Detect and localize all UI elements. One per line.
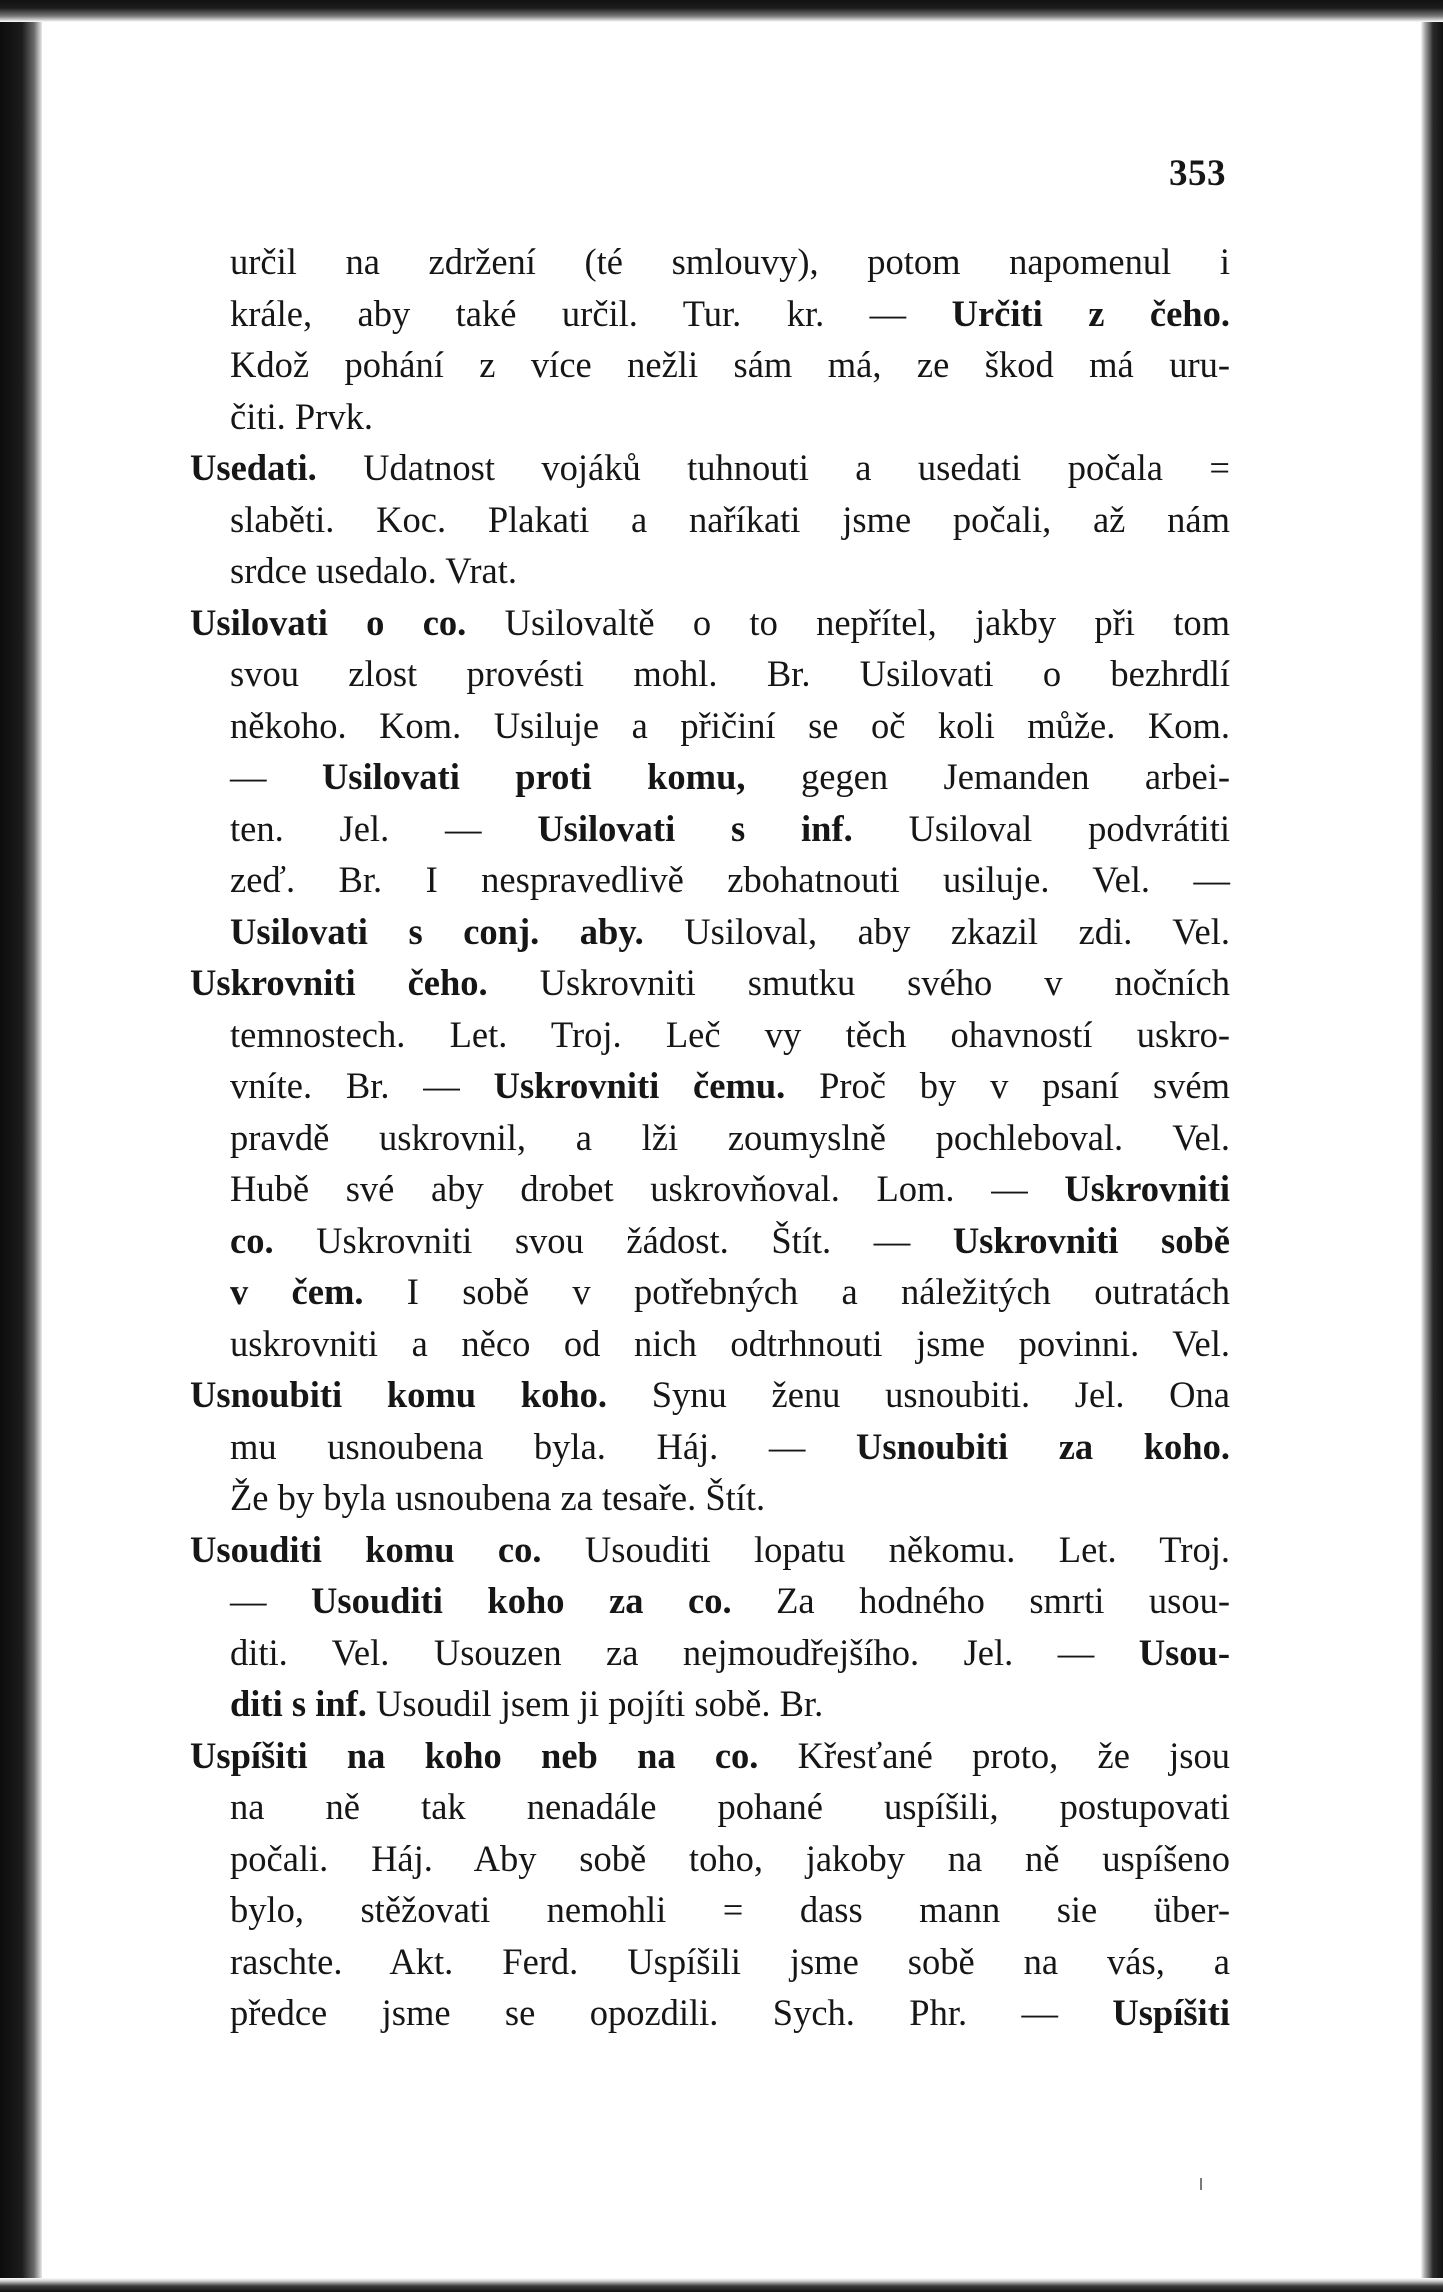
headword: diti s inf. [230,1683,367,1724]
text-line [190,1266,1230,1318]
text-line [190,1421,1230,1473]
text-line [190,1575,1230,1627]
text-line [190,700,1230,752]
text-line [190,906,1230,958]
text-run: diti. Vel. Usouzen za nejmoudřejšího. Jel. — [230,1631,1139,1673]
text-line [190,957,1230,1009]
text-line [190,648,1230,700]
text-line [190,339,1230,391]
headword: Uskrovniti [1064,1168,1230,1209]
text-line [190,751,1230,803]
text-line [190,236,1230,288]
headword: Usilovati o co. [190,601,467,643]
headword: co. [230,1219,274,1261]
text-run: Uskrovniti svou žádost. Štít. — [273,1219,953,1261]
text-line [190,803,1230,855]
text-run: slaběti. Koc. Plakati a naříkati jsme počali, až nám [230,498,1230,540]
text-line [190,1009,1230,1061]
text-line [190,1163,1230,1215]
text-run: Usilovaltě o to nepřítel, jakby při tom [466,601,1230,643]
text-line [190,1472,1230,1524]
text-line [190,1730,1230,1782]
headword: v čem. [230,1271,364,1312]
text-run: temnostech. Let. Troj. Leč vy těch ohavností uskro- [230,1013,1230,1055]
scan-right-edge [1421,0,1443,2292]
text-run: Synu ženu usnoubiti. Jel. Ona [607,1374,1230,1415]
text-run: Usoudil jsem ji pojíti sobě. Br. [366,1683,824,1724]
text-line [190,1060,1230,1112]
text-line [190,288,1230,340]
headword: Usnoubiti za koho. [855,1425,1230,1467]
text-line [190,1987,1230,2039]
text-run: Usiloval, aby zkazil zdi. Vel. [643,910,1230,952]
headword: Usilovati proti komu, [321,756,746,797]
headword: Usouditi koho za co. [311,1580,732,1621]
text-run: Hubě své aby drobet uskrovňoval. Lom. — [230,1168,1065,1209]
text-run: — [230,756,322,797]
text-run: vníte. Br. — [230,1065,494,1106]
text-run: Kdož pohání z více nežli sám má, ze škod má uru- [230,344,1230,385]
text-line [190,1318,1230,1370]
headword: Uskrovniti sobě [952,1219,1230,1261]
text-run: srdce usedalo. Vrat. [230,550,518,591]
text-run: počali. Háj. Aby sobě toho, jakoby na ně uspíšeno [230,1837,1230,1879]
headword: Usilovati s inf. [537,807,853,849]
text-run: ten. Jel. — [230,807,538,849]
text-run: předce jsme se opozdili. Sych. Phr. — [230,1992,1113,2033]
text-run: I sobě v potřebných a náležitých outratách [363,1271,1231,1312]
text-run: Udatnost vojáků tuhnouti a usedati počala = [316,447,1230,488]
headword: Určiti z čeho. [951,292,1230,334]
text-run: krále, aby také určil. Tur. kr. — [230,292,952,334]
scan-left-edge [0,0,42,2292]
text-run: Usouditi lopatu někomu. Let. Troj. [541,1528,1230,1570]
text-line [190,1833,1230,1885]
text-line [190,1369,1230,1421]
text-run: uskrovniti a něco od nich odtrhnouti jsme povinni. Vel. [230,1322,1230,1364]
text-run: Za hodného smrti usou- [731,1580,1231,1621]
headword: Usilovati s conj. aby. [230,910,644,952]
text-run: mu usnoubena byla. Háj. — [230,1425,856,1467]
headword: Usou- [1138,1631,1230,1673]
headword: Uskrovniti čemu. [493,1065,786,1106]
text-line [190,545,1230,597]
text-line [190,1627,1230,1679]
text-run: Křesťané proto, že jsou [758,1734,1230,1776]
text-run: — [230,1580,312,1621]
dictionary-text [190,236,1230,2039]
headword: Uspíšiti [1112,1992,1230,2033]
text-run: raschte. Akt. Ferd. Uspíšili jsme sobě na vás, a [230,1940,1230,1982]
text-line [190,494,1230,546]
text-run: zeď. Br. I nespravedlivě zbohatnouti usiluje. Vel. — [230,859,1230,900]
text-run: určil na zdržení (té smlouvy), potom napomenul i [230,241,1230,282]
text-line [190,1936,1230,1988]
text-run: bylo, stěžovati nemohli = dass mann sie über- [230,1889,1230,1930]
headword: Uskrovniti čeho. [190,962,488,1003]
text-line [190,854,1230,906]
text-run: Proč by v psaní svém [785,1065,1231,1106]
text-run: někoho. Kom. Usiluje a přičiní se oč koli může. Kom. [230,704,1230,746]
text-run: Uskrovniti smutku svého v nočních [487,962,1230,1003]
text-line [190,1678,1230,1730]
text-run: Usiloval podvrátiti [852,807,1230,849]
scan-speck [1200,2178,1202,2190]
headword: Usouditi komu co. [190,1528,542,1570]
text-run: svou zlost provésti mohl. Br. Usilovati o bezhrdlí [230,653,1230,694]
text-line [190,597,1230,649]
text-line [190,1524,1230,1576]
text-line [190,391,1230,443]
scan-bottom-edge [0,2278,1443,2292]
headword: Usnoubiti komu koho. [190,1374,608,1415]
scan-top-edge [0,0,1443,22]
text-run: čiti. Prvk. [230,395,373,437]
text-run: gegen Jemanden arbei- [745,756,1231,797]
text-line [190,1112,1230,1164]
text-run: pravdě uskrovnil, a lži zoumyslně pochleboval. Vel. [230,1116,1230,1158]
text-line [190,1215,1230,1267]
text-run: Že by byla usnoubena za tesaře. Štít. [230,1477,766,1518]
page-number: 353 [1169,153,1226,194]
text-line [190,1781,1230,1833]
headword: Uspíšiti na koho neb na co. [190,1734,759,1776]
text-line [190,442,1230,494]
headword: Usedati. [190,447,317,488]
text-line [190,1884,1230,1936]
text-run: na ně tak nenadále pohané uspíšili, postupovati [230,1786,1230,1827]
